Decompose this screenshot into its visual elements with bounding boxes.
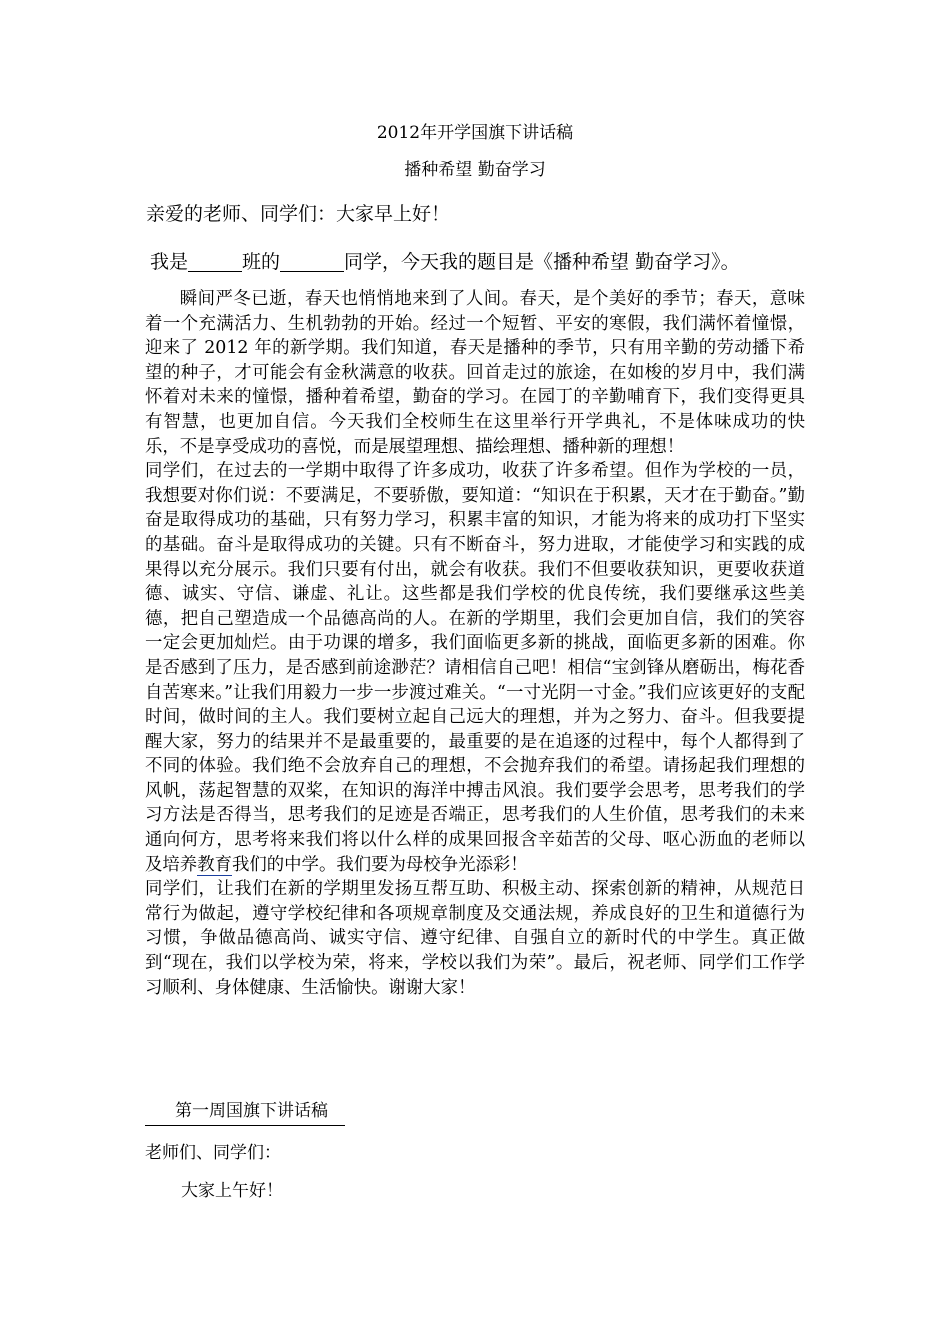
hello-line: 大家上午好！	[181, 1181, 283, 1201]
intro-line	[150, 248, 740, 276]
greeting-line: 亲爱的老师、同学们：大家早上好！	[146, 203, 451, 225]
paragraph-2-text-b: 我们的中学。我们要为母校争光添彩！	[231, 854, 528, 875]
intro-text-3: 同学，今天我的题目是《播种希望 勤奋学习》。	[344, 251, 740, 273]
salutation-line: 老师们、同学们：	[145, 1143, 281, 1163]
section-title: 第一周国旗下讲话稿	[145, 1099, 345, 1126]
intro-text-2: 班的	[242, 251, 281, 273]
paragraph-2	[145, 459, 805, 877]
intro-text-1: 我是	[150, 251, 189, 273]
education-link[interactable]: 教育	[197, 854, 232, 875]
paragraph-3: 同学们，让我们在新的学期里发扬互帮互助、积极主动、探索创新的精神，从规范日常行为做起，遵守学校纪律和各项规章制度及交通法规，养成良好的卫生和道德行为习惯，争做品德高尚、诚实守信、遵守纪律、自强自立的新时代的中学生。真正做到“现在，我们以学校为荣，将来，学校以我们为荣”。最后，祝老师、同学们工作学习顺利、身体健康、生活愉快。谢谢大家！	[145, 879, 805, 998]
paragraph-1: 瞬间严冬已逝，春天也悄悄地来到了人间。春天，是个美好的季节；春天，意味着一个充满活力、生机勃勃的开始。经过一个短暂、平安的寒假，我们满怀着憧憬，迎来了 2012 年的新学期。我们知道，春天是播种的季节，只有用辛勤的劳动播下希望的种子，才可能会有金秋满意的收获。回首走过的旅途，在如梭的岁月中，我们满怀着对未来的憧憬，播种着希望，勤奋的学习。在园丁的辛勤哺育下，我们变得更具有智慧，也更加自信。今天我们全校师生在这里举行开学典礼，不是体味成功的快乐，不是享受成功的喜悦，而是展望理想、描绘理想、播种新的理想！	[145, 289, 805, 457]
paragraph-2-text-a: 同学们，在过去的一学期中取得了许多成功，收获了许多希望。但作为学校的一员，我想要对你们说：不要满足，不要骄傲，要知道：“知识在于积累，天才在于勤奋。”勤奋是取得成功的基础，只有努力学习，积累丰富的知识，才能为将来的成功打下坚实的基础。奋斗是取得成功的关键。只有不断奋斗，努力进取，才能使学习和实践的成果得以充分展示。我们只要有付出，就会有收获。我们不但要收获知识，更要收获道德、诚实、守信、谦虚、礼让。这些都是我们学校的优良传统，我们要继承这些美德，把自己塑造成一个品德高尚的人。在新的学期里，我们会更加自信，我们的笑容一定会更加灿烂。由于功课的增多，我们面临更多新的挑战，面临更多新的困难。你是否感到了压力，是否感到前途渺茫？请相信自己吧！相信“宝剑锋从磨砺出，梅花香自苦寒来。”让我们用毅力一步一步渡过难关。“一寸光阴一寸金。”我们应该更好的支配时间，做时间的主人。我们要树立起自己远大的理想，并为之努力、奋斗。但我要提醒大家，努力的结果并不是最重要的，最重要的是在追逐的过程中，每个人都得到了不同的体验。我们绝不会放弃自己的理想，不会抛弃我们的希望。请扬起我们理想的风帆，荡起智慧的双桨，在知识的海洋中搏击风浪。我们要学会思考，思考我们的学习方法是否得当，思考我们的足迹是否端正，思考我们的人生价值，思考我们的未来通向何方，思考将来我们将以什么样的成果回报含辛茹苦的父母、呕心沥血的老师以及培养	[145, 461, 805, 875]
document-subtitle: 播种希望 勤奋学习	[404, 160, 546, 180]
document-title: 2012年开学国旗下讲话稿	[376, 123, 574, 143]
class-blank	[188, 251, 242, 272]
student-name-blank	[280, 251, 344, 272]
speech-body	[145, 287, 805, 1000]
